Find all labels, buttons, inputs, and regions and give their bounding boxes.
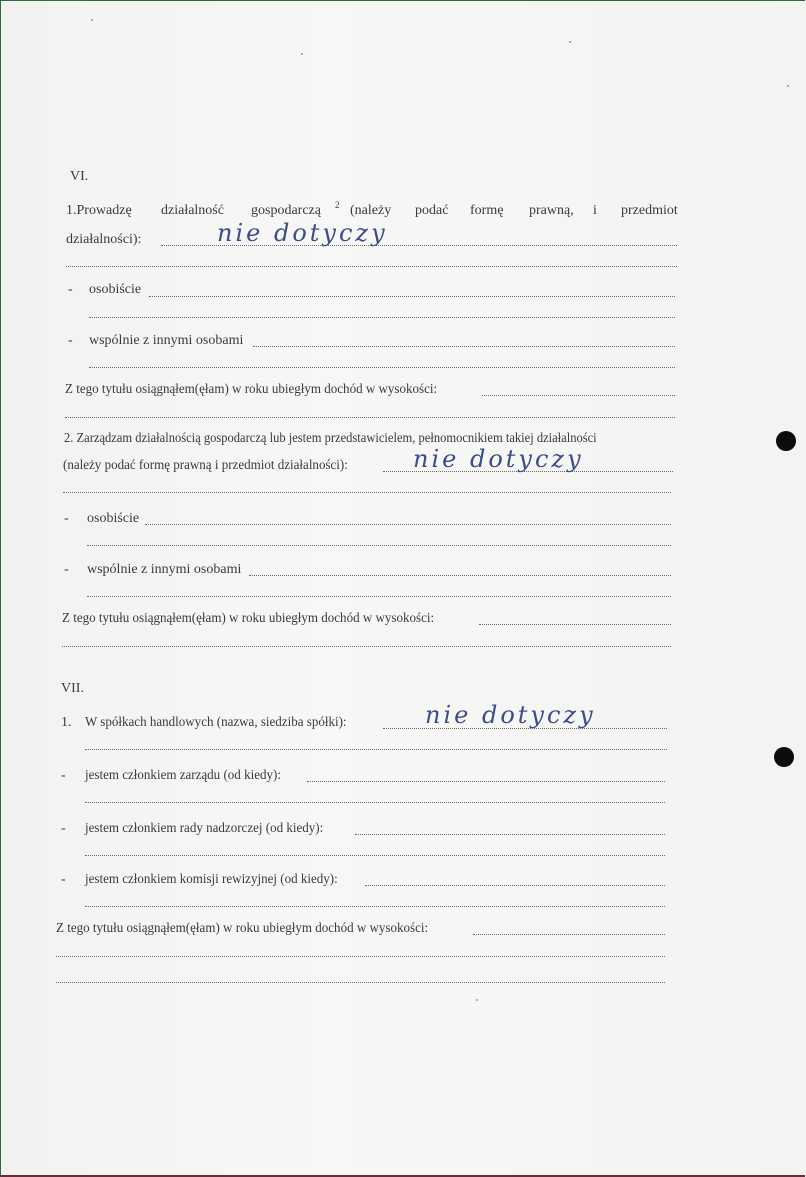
fill-line (63, 492, 671, 493)
item1-word: formę (470, 203, 504, 218)
fill-line (479, 624, 671, 625)
list-dash: - (64, 511, 69, 526)
section-heading: VII. (61, 681, 84, 696)
handwritten-answer: nie dotyczy (413, 445, 584, 473)
scan-speck (569, 41, 571, 43)
fill-line (85, 802, 665, 803)
fill-line (89, 367, 675, 368)
item1-activity-label: działalności): (66, 232, 142, 247)
item1-word: podać (415, 203, 449, 218)
item1-word: i (593, 203, 597, 218)
personally-label: osobiście (89, 282, 142, 297)
item2-line1: 2. Zarządzam działalnością gospodarczą lub jestem przedstawicielem, pełnomocnikiem takiej działalności (64, 431, 597, 446)
list-dash: - (61, 821, 66, 836)
fill-line (85, 749, 667, 750)
fill-line (85, 855, 665, 856)
fill-line (149, 296, 675, 297)
scan-speck (476, 999, 478, 1001)
item1-number-word: 1.Prowadzę (66, 203, 132, 218)
companies-label: W spółkach handlowych (nazwa, siedziba spółki): (85, 715, 347, 730)
fill-line (307, 781, 665, 782)
fill-line (473, 934, 665, 935)
punch-hole (776, 431, 796, 451)
scan-speck (301, 53, 303, 55)
jointly-label: wspólnie z innymi osobami (89, 333, 244, 348)
fill-line (56, 982, 665, 983)
fill-line (355, 834, 665, 835)
handwritten-answer: nie dotyczy (217, 219, 388, 247)
fill-line (365, 885, 665, 886)
income-label: Z tego tytułu osiągnąłem(ęłam) w roku ubiegłym dochód w wysokości: (62, 611, 435, 626)
scan-speck (787, 85, 789, 87)
item1-word: prawną, (529, 203, 574, 218)
jointly-label: wspólnie z innymi osobami (87, 562, 242, 577)
fill-line (62, 646, 671, 647)
footnote-marker: 2 (335, 200, 340, 210)
fill-line (89, 317, 675, 318)
item1-word: (należy (350, 203, 392, 218)
fill-line (85, 906, 665, 907)
board-member-label: jestem członkiem zarządu (od kiedy): (85, 768, 281, 783)
personally-label: osobiście (87, 511, 140, 526)
audit-committee-label: jestem członkiem komisji rewizyjnej (od kiedy): (85, 872, 338, 887)
section-heading: VI. (70, 169, 89, 184)
fill-line (56, 956, 665, 957)
fill-line (65, 417, 675, 418)
list-dash: - (64, 562, 69, 577)
income-label: Z tego tytułu osiągnąłem(ęłam) w roku ubiegłym dochód w wysokości: (56, 921, 429, 936)
fill-line (145, 524, 671, 525)
handwritten-answer: nie dotyczy (425, 701, 596, 729)
fill-line (87, 545, 671, 546)
fill-line (87, 596, 671, 597)
list-dash: - (68, 333, 73, 348)
supervisory-board-label: jestem członkiem rady nadzorczej (od kiedy): (85, 821, 324, 836)
item1-word: działalność (161, 203, 224, 218)
item2-activity-label: (należy podać formę prawną i przedmiot działalności): (63, 458, 348, 473)
fill-line (253, 346, 675, 347)
item1-word: przedmiot (621, 203, 678, 218)
income-label: Z tego tytułu osiągnąłem(ęłam) w roku ubiegłym dochód w wysokości: (65, 382, 438, 397)
list-dash: - (61, 768, 66, 783)
list-dash: - (68, 282, 73, 297)
list-dash: - (61, 872, 66, 887)
item1-word: gospodarczą (251, 203, 321, 218)
fill-line (249, 575, 671, 576)
scan-speck (91, 19, 93, 21)
item-number: 1. (61, 715, 72, 730)
fill-line (482, 395, 675, 396)
punch-hole (774, 747, 794, 767)
fill-line (66, 266, 677, 267)
